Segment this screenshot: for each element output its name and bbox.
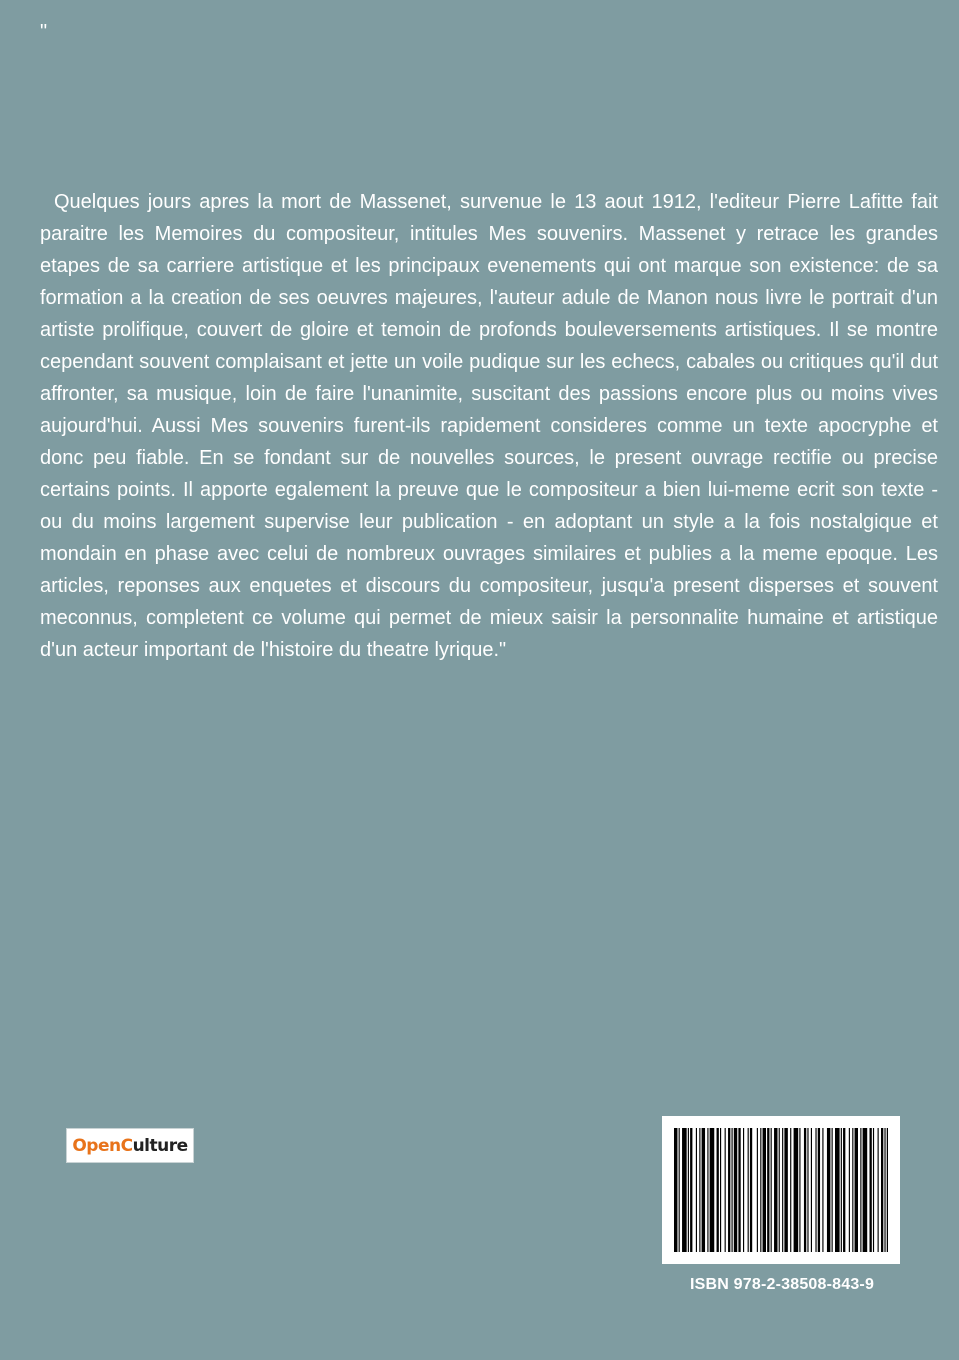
barcode-bar bbox=[760, 1128, 761, 1252]
barcode-bar bbox=[720, 1128, 721, 1252]
barcode-bar bbox=[732, 1128, 733, 1252]
barcode-bar bbox=[849, 1128, 850, 1252]
publisher-logo bbox=[66, 1128, 194, 1163]
barcode-bar bbox=[779, 1128, 780, 1252]
barcode-bar bbox=[807, 1128, 808, 1252]
barcode-bar bbox=[855, 1128, 858, 1252]
barcode-bar bbox=[728, 1128, 730, 1252]
barcode bbox=[662, 1116, 900, 1264]
barcode-bar bbox=[784, 1128, 787, 1252]
isbn-number: ISBN 978-2-38508-843-9 bbox=[690, 1276, 875, 1293]
barcode-bar bbox=[843, 1128, 845, 1252]
logo-ulture-text: ulture bbox=[132, 1135, 188, 1156]
barcode-bar bbox=[832, 1128, 833, 1252]
barcode-bar bbox=[702, 1128, 705, 1252]
barcode-bar bbox=[860, 1128, 861, 1252]
barcode-bar bbox=[815, 1128, 816, 1252]
barcode-bar bbox=[767, 1128, 769, 1252]
barcode-bar bbox=[822, 1128, 823, 1252]
barcode-bar bbox=[750, 1128, 752, 1252]
barcode-bars bbox=[674, 1128, 888, 1252]
barcode-bar bbox=[674, 1128, 677, 1252]
barcode-bar bbox=[818, 1128, 820, 1252]
barcode-bar bbox=[863, 1128, 868, 1252]
barcode-bar bbox=[682, 1128, 687, 1252]
barcode-bar bbox=[763, 1128, 766, 1252]
barcode-bar bbox=[679, 1128, 680, 1252]
barcode-bar bbox=[841, 1128, 842, 1252]
barcode-bar bbox=[827, 1128, 830, 1252]
back-cover-blurb: Quelques jours apres la mort de Massenet, survenue le 13 aout 1912, l'editeur Pierre Lafitte fait paraitre les Memoires du compositeur, intitules Mes souvenirs. Massenet y retrace les grandes etapes de sa carriere artistique et les principaux evenements qui ont marque son existence: de sa formation a la creation de ses oeuvres majeures, l'auteur adule de Manon nous livre le portrait d'un artiste prolifique, couvert de gloire et temoin de profonds bouleversements artistiques. Il se montre cependant souvent complaisant et jette un voile pudique sur les echecs, cabales ou critiques qu'il dut affronter, sa musique, loin de faire l'unanimite, suscitant des passions encore plus ou moins vives aujourd'hui. Aussi Mes souvenirs furent-ils rapidement consideres comme un texte apocryphe et donc peu fiable. En se fondant sur de nouvelles sources, le present ouvrage rectifie ou precise certains points. Il apporte egalement la preuve que le compositeur a bien lui-meme ecrit son texte - ou du moins largement supervise leur publication - en adoptant un style a la fois nostalgique et mondain en phase avec celui de nombreux ouvrages similaires et publies a la meme epoque. Les articles, reponses aux enquetes et discours du compositeur, jusqu'a present disperses et souvent meconnus, completent ce volume qui permet de mieux saisir la personnalite humaine et artistique d'un acteur important de l'histoire du theatre lyrique." bbox=[40, 191, 938, 661]
opening-quote-mark: " bbox=[40, 21, 48, 43]
barcode-bar bbox=[734, 1128, 737, 1252]
barcode-bar bbox=[707, 1128, 708, 1252]
barcode-bar bbox=[870, 1128, 872, 1252]
barcode-bar bbox=[688, 1128, 689, 1252]
barcode-bar bbox=[799, 1128, 800, 1252]
barcode-bar bbox=[699, 1128, 700, 1252]
barcode-bar bbox=[696, 1128, 697, 1252]
barcode-bar bbox=[811, 1128, 812, 1252]
barcode-bar bbox=[852, 1128, 853, 1252]
barcode-bar bbox=[794, 1128, 799, 1252]
barcode-bar bbox=[771, 1128, 772, 1252]
barcode-bar bbox=[738, 1128, 740, 1252]
barcode-bar bbox=[757, 1128, 758, 1252]
barcode-bar bbox=[884, 1128, 885, 1252]
barcode-bar bbox=[717, 1128, 719, 1252]
barcode-bar bbox=[878, 1128, 879, 1252]
barcode-bar bbox=[743, 1128, 744, 1252]
barcode-bar bbox=[804, 1128, 806, 1252]
barcode-bar bbox=[835, 1128, 840, 1252]
barcode-bar bbox=[710, 1128, 715, 1252]
logo-open-text: Open bbox=[72, 1135, 121, 1156]
barcode-bar bbox=[774, 1128, 777, 1252]
barcode-bar bbox=[881, 1128, 883, 1252]
barcode-bar bbox=[782, 1128, 783, 1252]
barcode-bar bbox=[873, 1128, 874, 1252]
logo-c-letter: C bbox=[120, 1135, 133, 1156]
barcode-bar bbox=[790, 1128, 791, 1252]
barcode-bar bbox=[887, 1128, 888, 1252]
barcode-bar bbox=[725, 1128, 726, 1252]
barcode-bar bbox=[690, 1128, 692, 1252]
barcode-bar bbox=[748, 1128, 749, 1252]
